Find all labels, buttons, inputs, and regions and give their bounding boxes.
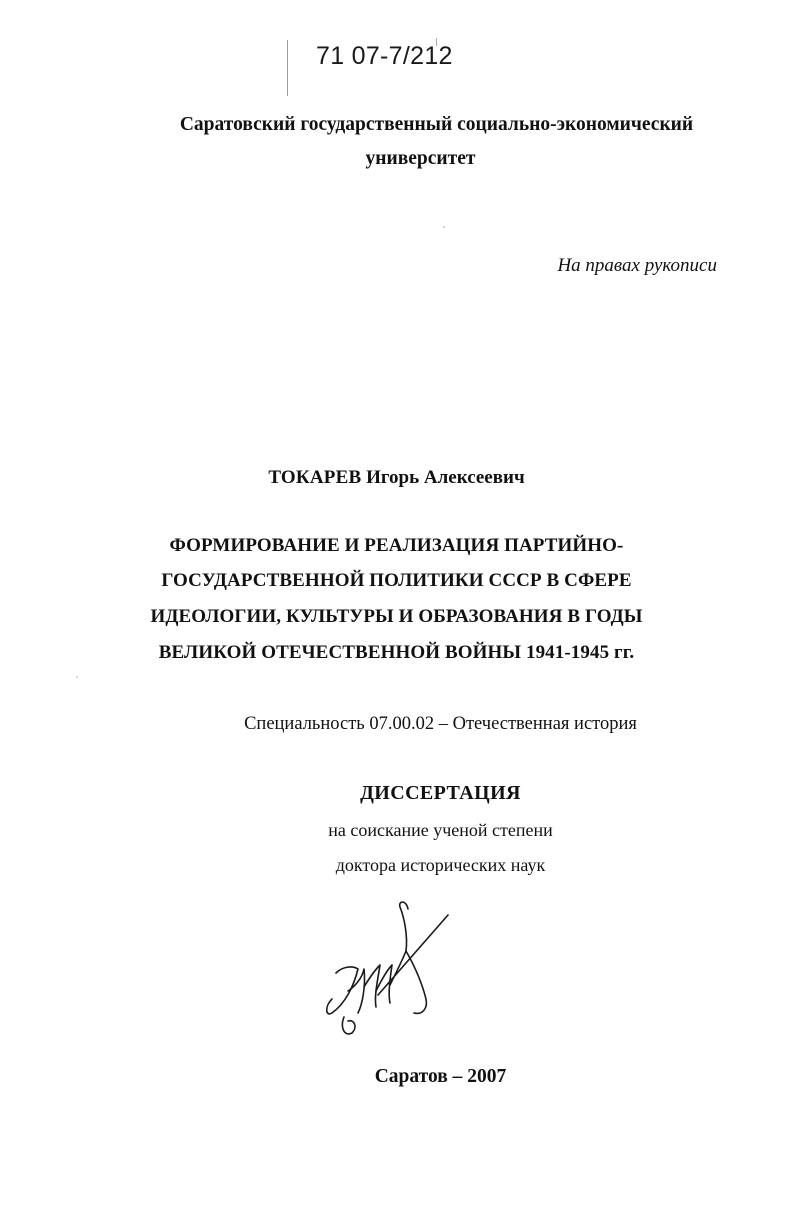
scan-speck <box>76 676 78 678</box>
author-surname: ТОКАРЕВ <box>268 467 362 488</box>
thesis-title-line: ФОРМИРОВАНИЕ И РЕАЛИЗАЦИЯ ПАРТИЙНО- <box>169 535 624 556</box>
thesis-title-line: ИДЕОЛОГИИ, КУЛЬТУРЫ И ОБРАЗОВАНИЯ В ГОДЫ <box>150 606 643 627</box>
author-given-names: Игорь Алексеевич <box>366 467 525 488</box>
margin-mark-line <box>287 40 288 96</box>
degree-line2: доктора исторических наук <box>335 855 546 875</box>
document-type: ДИССЕРТАЦИЯ <box>360 782 521 804</box>
specialty-line: Специальность 07.00.02 – Отечественная история <box>244 714 637 734</box>
degree-line1: на соискание ученой степени <box>328 820 553 840</box>
thesis-title-line: ГОСУДАРСТВЕННОЙ ПОЛИТИКИ СССР В СФЕРЕ <box>161 570 632 591</box>
place-and-year: Саратов – 2007 <box>374 1066 507 1087</box>
author-name <box>0 467 793 489</box>
handwritten-signature-icon <box>318 895 458 1045</box>
call-number: 71 07-7/212 <box>316 42 453 70</box>
manuscript-rights-note: На правах рукописи <box>557 255 717 276</box>
thesis-title-line: ВЕЛИКОЙ ОТЕЧЕСТВЕННОЙ ВОЙНЫ 1941-1945 гг. <box>158 642 635 663</box>
institution-name-line2: университет <box>365 148 476 169</box>
scan-speck <box>443 226 445 228</box>
institution-name-line1: Саратовский государственный социально-экономический <box>179 114 694 135</box>
